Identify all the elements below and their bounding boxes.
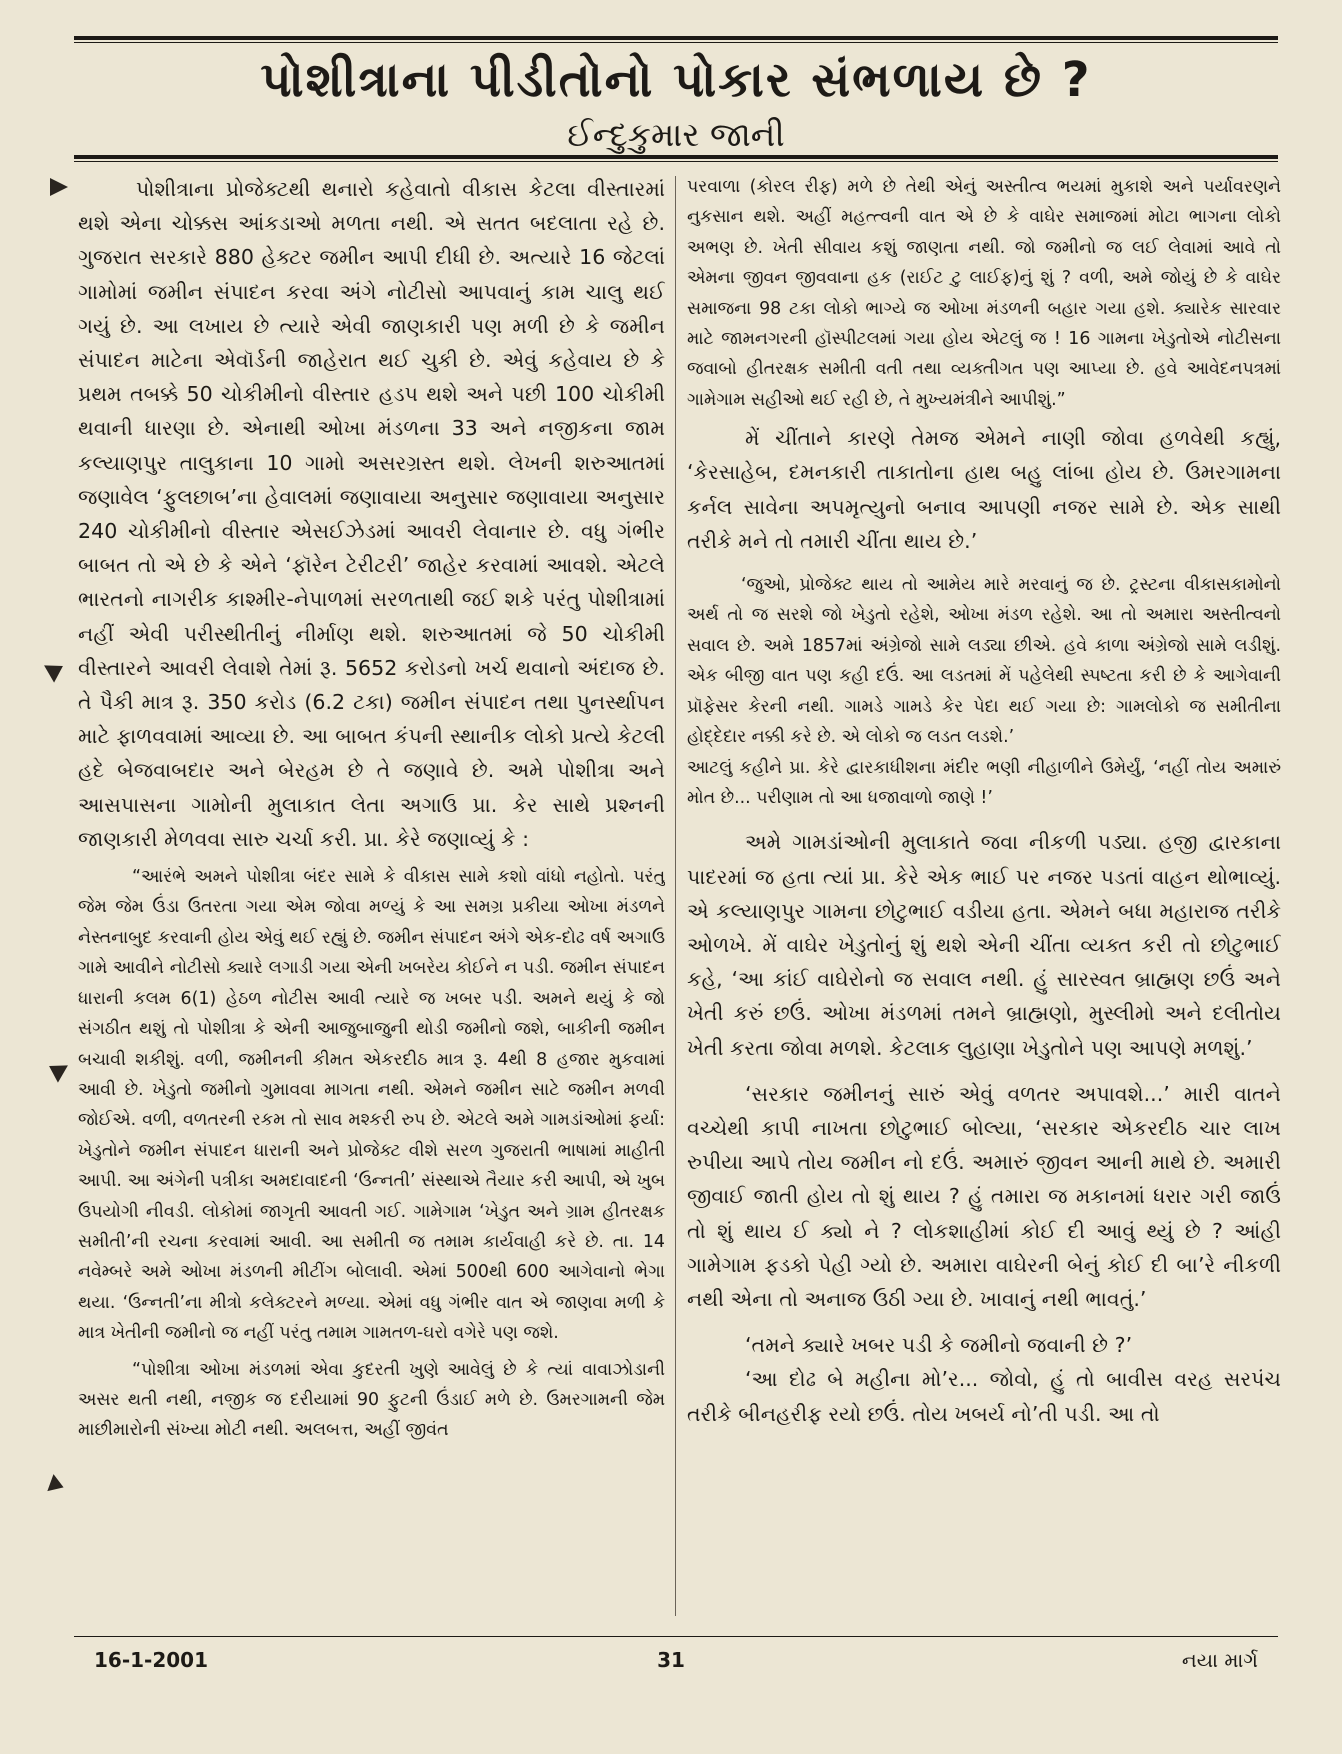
top-rule-thin (74, 42, 1278, 43)
margin-arrow-mark (44, 1057, 68, 1082)
quote-paragraph: પરવાળા (કોરલ રીફ) મળે છે તેથી એનું અસ્તીત્વ ભયમાં મુકાશે અને પર્યાવરણને નુકસાન થશે. અહીં મહત્ત્વની વાત એ છે કે વાઘેર સમાજમાં મોટા ભાગના લોકો અભણ છે. ખેતી સીવાય કશું જાણતા નથી. જો જમીનો જ લઈ લેવામાં આવે તો એમના જીવન જીવવાના હક (રાઈટ ટુ લાઈફ)નું શું ? વળી, અમે જોયું છે કે વાઘેર સમાજના 98 ટકા લોકો ભાગ્યે જ ઓખા મંડળની બહાર ગયા હશે. ક્યારેક સારવાર માટે જામનગરની હૉસ્પીટલમાં ગયા હોય એટલું જ ! 16 ગામના ખેડુતોએ નોટીસના જવાબો હીતરક્ષક સમીતી વતી તથા વ્યક્તીગત પણ આપ્યા છે. હવે આવેદનપત્રમાં ગામેગામ સહીઓ થઈ રહી છે, તે મુખ્યમંત્રીને આપીશું.” (687, 177, 1281, 410)
footer-rule (74, 1636, 1278, 1637)
margin-arrow-mark (44, 657, 68, 682)
page-number: 31 (657, 1648, 685, 1672)
quote-paragraph: ‘જુઓ, પ્રોજેક્ટ થાય તો આમેય મારે મરવાનું જ છે. ટ્રસ્ટના વીકાસકામોનો અર્થ તો જ સરશે જો ખેડુતો રહેશે, ઓખા મંડળ રહેશે. આ તો અમારા અસ્તીત્વનો સવાલ છે. અમે 1857માં અંગ્રેજો સામે લડ્યા છીએ. હવે કાળા અંગ્રેજો સામે લડીશું. એક બીજી વાત પણ કહી દઉં. આ લડતમાં મેં પહેલેથી સ્પષ્ટતા કરી છે કે આગેવાની પ્રૉફેસર કેરની નથી. ગામડે ગામડે કેર પેદા થઈ ગયા છે: ગામલોકો જ સમીતીના હોદ્દેદાર નક્કી કરે છે. એ લોકો જ લડત લડશે.’ (687, 575, 1281, 748)
issue-date: 16-1-2001 (94, 1648, 209, 1672)
left-column (78, 172, 665, 1622)
body-paragraph: અમે ગામડાંઓની મુલાકાતે જવા નીકળી પડ્યા. હજી દ્વારકાના પાદરમાં જ હતા ત્યાં પ્રા. કેરે એક ભાઈ પર નજર પડતાં વાહન થોભાવ્યું. એ કલ્યાણપુર ગામના છોટુભાઈ વડીયા હતા. એમને બધા મહારાજ તરીકે ઓળખે. મેં વાઘેર ખેડુતોનું શું થશે એની ચીંતા વ્યક્ત કરી તો છોટુભાઈ કહે, ‘આ કાંઈ વાઘેરોનો જ સવાલ નથી. હું સારસ્વત બ્રાહ્મણ છઉં અને ખેતી કરું છઉં. ઓખા મંડળમાં તમને બ્રાહ્મણો, મુસ્લીમો અને દલીતોય ખેતી કરતા જોવા મળશે. કેટલાક લુહાણા ખેડુતોને પણ આપણે મળશું.’ (687, 830, 1281, 1060)
article-title: પોશીત્રાના પીડીતોનો પોકાર સંભળાય છે ? (260, 52, 1092, 108)
header-rule (74, 155, 1278, 159)
body-paragraph: ‘આ દોઢ બે મહીના મો’ર... જોવો, હું તો બાવીસ વરહ સરપંચ તરીકે બીનહરીફ રયો છઉં. તોય ખબર્ય નો’તી પડી. આ તો (687, 1367, 1281, 1426)
right-column (687, 172, 1281, 1622)
top-rule (74, 36, 1278, 40)
body-paragraph: ‘તમને ક્યારે ખબર પડી કે જમીનો જવાની છે ?’ (745, 1333, 1133, 1358)
body-paragraph: મેં ચીંતાને કારણે તેમજ એમને નાણી જોવા હળવેથી કહ્યું, ‘કેરસાહેબ, દમનકારી તાકાતોના હાથ બહુ લાંબા હોય છે. ઉમરગામના કર્નલ સાવેના અપમૃત્યુનો બનાવ આપણી નજર સામે છે. એક સાથી તરીકે મને તો તમારી ચીંતા થાય છે.’ (687, 426, 1281, 553)
body-paragraph: ‘સરકાર જમીનનું સારું એવું વળતર અપાવશે...’ મારી વાતને વચ્ચેથી કાપી નાખતા છોટુભાઈ બોલ્યા, ‘સરકાર એકરદીઠ ચાર લાખ રુપીયા આપે તોય જમીન નો દઉં. અમારું જીવન આની માથે છે. અમારી જીવાઈ જાતી હોય તો શું થાય ? હું તમારા જ મકાનમાં ધરાર ગરી જાઉં તો શું થાય ઈ ક્યો ને ? લોકશાહીમાં કોઈ દી આવું થ્યું છે ? આંહી ગામેગામ ફડકો પેહી ગ્યો છે. અમારા વાઘેરની બેનું કોઈ દી બા’રે નીકળી નથી એના તો અનાજ ઉઠી ગ્યા છે. ખાવાનું નથી ભાવતું.’ (687, 1081, 1281, 1311)
magazine-name: નયા માર્ગ (1181, 1648, 1258, 1672)
quote-paragraph: “આરંભે અમને પોશીત્રા બંદર સામે કે વીકાસ સામે કશો વાંધો નહોતો. પરંતુ જેમ જેમ ઉંડા ઉતરતા ગયા એમ જોવા મળ્યું કે આ સમગ્ર પ્રકીયા ઓખા મંડળને નેસ્તનાબુદ કરવાની હોય એવું થઈ રહ્યું છે. જમીન સંપાદન અંગે એક-દોઢ વર્ષ અગાઉ ગામે આવીને નોટીસો ક્યારે લગાડી ગયા એની ખબરેય કોઈને ન પડી. જમીન સંપાદન ધારાની કલમ 6(1) હેઠળ નોટીસ આવી ત્યારે જ ખબર પડી. અમને થયું કે જો સંગઠીત થશું તો પોશીત્રા કે એની આજુબાજુની થોડી જમીનો જશે, બાકીની જમીન બચાવી શકીશું. વળી, જમીનની કીમત એકરદીઠ માત્ર રૂ. 4થી 8 હજાર મુકવામાં આવી છે. ખેડુતો જમીનો ગુમાવવા માગતા નથી. એમને જમીન સાટે જમીન મળવી જોઈએ. વળી, વળતરની રકમ તો સાવ મશ્કરી રુપ છે. એટલે અમે ગામડાંઓમાં ફર્યા: ખેડુતોને જમીન સંપાદન ધારાની અને પ્રોજેક્ટ વીશે સરળ ગુજરાતી ભાષામાં માહીતી આપી. આ અંગેની પત્રીકા અમદાવાદની ‘ઉન્નતી’ સંસ્થાએ તૈયાર કરી આપી, એ ખુબ ઉપયોગી નીવડી. લોકોમાં જાગૃતી આવતી ગઈ. ગામેગામ ‘ખેડુત અને ગ્રામ હીતરક્ષક સમીતી’ની રચના કરવામાં આવી. આ સમીતી જ તમામ કાર્યવાહી કરે છે. તા. 14 નવેમ્બરે અમે ઓખા મંડળની મીટીંગ બોલાવી. એમાં 500થી 600 આગેવાનો ભેગા થયા. ‘ઉન્નતી’ના મીત્રો કલેક્ટરને મળ્યા. એમાં વધુ ગંભીર વાત એ જાણવા મળી કે માત્ર ખેતીની જમીનો જ નહીં પરંતુ તમામ ગામતળ-ઘરો વગેરે પણ જશે. (78, 867, 665, 1344)
article-author: ઈન્દુકુમાર જાની (567, 115, 785, 154)
quote-paragraph: આટલું કહીને પ્રા. કેરે દ્વારકાધીશના મંદીર ભણી નીહાળીને ઉમેર્યું, ‘નહીં તોય અમારું મોત છે... પરીણામ તો આ ધજાવાળો જાણે !’ (687, 757, 1281, 808)
margin-arrow-mark (47, 1474, 66, 1496)
header-rule-thin (74, 161, 1278, 162)
quote-paragraph: “પોશીત્રા ઓખા મંડળમાં એવા કુદરતી ખુણે આવેલું છે કે ત્યાં વાવાઝોડાની અસર થતી નથી, નજીક જ દરીયામાં 90 ફુટની ઉંડાઈ મળે છે. ઉમરગામની જેમ માછીમારોની સંખ્યા મોટી નથી. અલબત્ત, અહીં જીવંત (78, 1359, 665, 1441)
column-divider (675, 176, 676, 1616)
margin-arrow-mark (50, 178, 68, 196)
body-paragraph: પોશીત્રાના પ્રોજેક્ટથી થનારો કહેવાતો વીકાસ કેટલા વીસ્તારમાં થશે એના ચોક્કસ આંકડાઓ મળતા નથી. એ સતત બદલાતા રહે છે. ગુજરાત સરકારે 880 હેક્ટર જમીન આપી દીધી છે. અત્યારે 16 જેટલાં ગામોમાં જમીન સંપાદન કરવા અંગે નોટીસો આપવાનું કામ ચાલુ થઈ ગયું છે. આ લખાય છે ત્યારે એવી જાણકારી પણ મળી છે કે જમીન સંપાદન માટેના એવૉર્ડની જાહેરાત થઈ ચુકી છે. એવું કહેવાય છે કે પ્રથમ તબક્કે 50 ચોકીમીનો વીસ્તાર હડપ થશે અને પછી 100 ચોકીમી થવાની ધારણા છે. એનાથી ઓખા મંડળના 33 અને નજીકના જામ કલ્યાણપુર તાલુકાના 10 ગામો અસરગ્રસ્ત થશે. લેખની શરુઆતમાં જણાવેલ ‘ફુલછાબ’ના હેવાલમાં જણાવાયા અનુસાર જણાવાયા અનુસાર 240 ચોકીમીનો વીસ્તાર એસઈઝેડમાં આવરી લેવાનાર છે. વધુ ગંભીર બાબત તો એ છે કે એને ‘ફૉરેન ટેરીટરી’ જાહેર કરવામાં આવશે. એટલે ભારતનો નાગરીક કાશ્મીર-નેપાળમાં સરળતાથી જઈ શકે પરંતુ પોશીત્રામાં નહીં એવી પરીસ્થીતીનું નીર્માણ થશે. શરુઆતમાં જે 50 ચોકીમી વીસ્તારને આવરી લેવાશે તેમાં રૂ. 5652 કરોડનો ખર્ચ થવાનો અંદાજ છે. તે પૈકી માત્ર રૂ. 350 કરોડ (6.2 ટકા) જમીન સંપાદન તથા પુનર્સ્થાપન માટે ફાળવવામાં આવ્યા છે. આ બાબત કંપની સ્થાનીક લોકો પ્રત્યે કેટલી હદે બેજવાબદાર અને બેરહમ છે તે જણાવે છે. અમે પોશીત્રા અને આસપાસના ગામોની મુલાકાત લેતા અગાઉ પ્રા. કેર સાથે પ્રશ્નની જાણકારી મેળવવા સારુ ચર્ચા કરી. પ્રા. કેરે જણાવ્યું કે : (78, 177, 665, 851)
